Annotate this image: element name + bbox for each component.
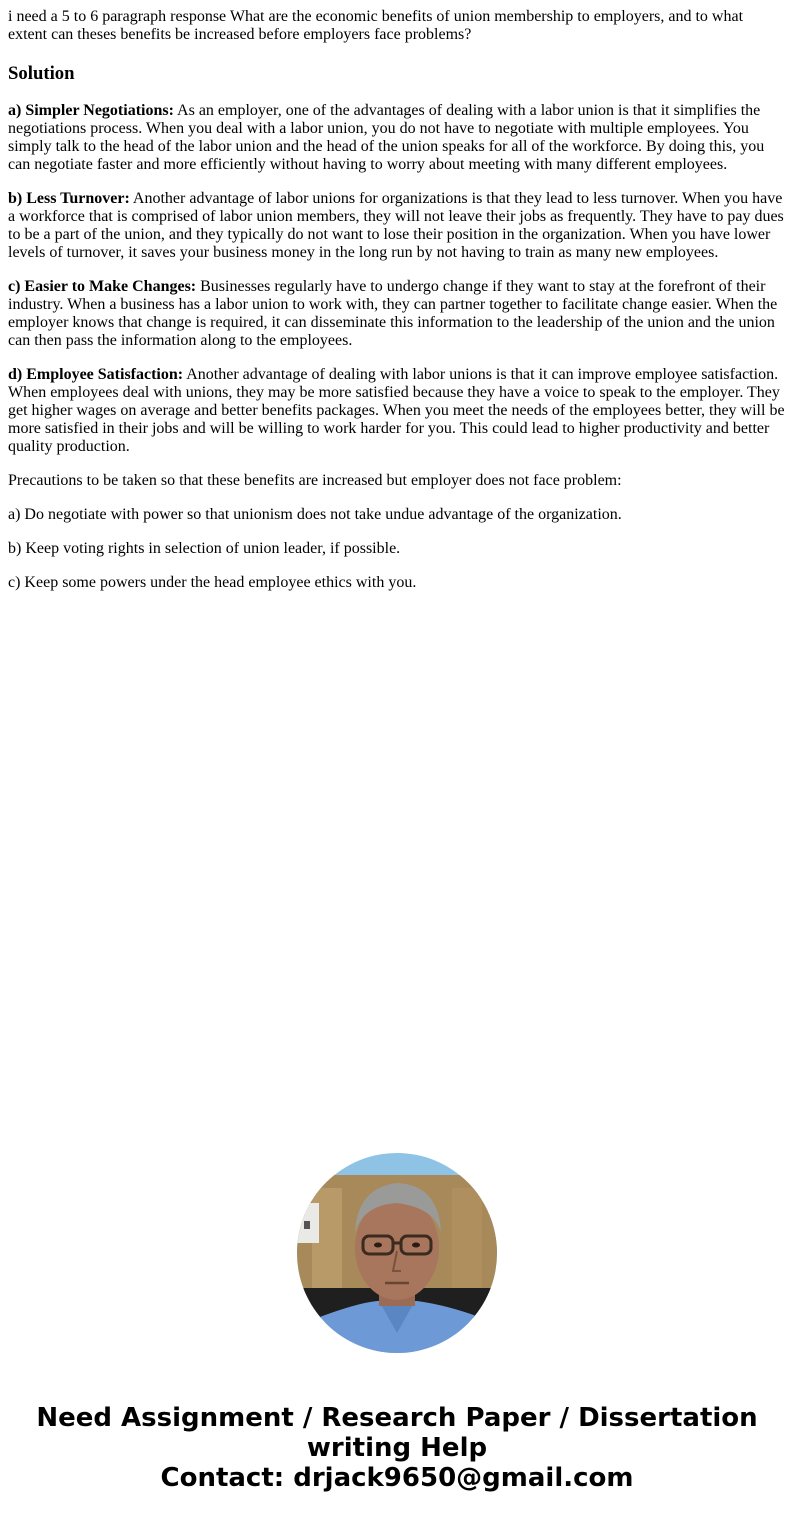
benefit-paragraph (8, 366, 786, 456)
cta-line-1: Need Assignment / Research Paper / Dissertation (36, 1403, 758, 1433)
precaution-item: a) Do negotiate with power so that unionism does not take undue advantage of the organization. (8, 506, 622, 523)
contact-banner (0, 1403, 794, 1493)
benefit-label: b) Less Turnover: (8, 190, 130, 207)
benefit-paragraph (8, 102, 786, 174)
tutor-portrait-icon (297, 1153, 497, 1353)
precaution-item: c) Keep some powers under the head employee ethics with you. (8, 574, 417, 591)
benefit-label: a) Simpler Negotiations: (8, 102, 174, 119)
solution-heading: Solution (8, 63, 75, 84)
benefit-text: Businesses regularly have to undergo change if they want to stay at the forefront of their industry. When a business has a labor union to work with, they can partner together to facilitate change easier. When the employer knows that change is required, it can disseminate this information to the leadership of the union and the union can then pass the information along to the employees. (8, 278, 778, 349)
benefit-paragraph (8, 190, 786, 262)
benefit-label: d) Employee Satisfaction: (8, 366, 184, 383)
precaution-item: b) Keep voting rights in selection of union leader, if possible. (8, 540, 401, 557)
benefit-text: Another advantage of dealing with labor unions is that it can improve employee satisfaction. When employees deal with unions, they may be more satisfied because they have a voice to speak to the employer. They get higher wages on average and better benefits packages. When you meet the needs of the employees better, they will be more satisfied in their jobs and will be willing to work harder for you. This could lead to higher productivity and better quality production. (8, 366, 785, 455)
question-text: i need a 5 to 6 paragraph response What are the economic benefits of union membership to employers, and to what extent can theses benefits be increased before employers face problems? (8, 8, 744, 43)
benefit-text: Another advantage of labor unions for organizations is that they lead to less turnover. When you have a workforce that is comprised of labor union members, they will not leave their jobs as frequently. They have to pay dues to be a part of the union, and they typically do not want to lose their position in the organization. When you have lower levels of turnover, it saves your business money in the long run by not having to train as many new employees. (8, 190, 784, 261)
document-body (8, 8, 786, 608)
avatar (297, 1153, 497, 1353)
benefit-text: As an employer, one of the advantages of dealing with a labor union is that it simplifies the negotiations process. When you deal with a labor union, you do not have to negotiate with multiple employees. You simply talk to the head of the labor union and the head of the union speaks for all of the workforce. By doing this, you can negotiate faster and more efficiently without having to worry about meeting with many different employees. (8, 102, 765, 173)
benefit-paragraph (8, 278, 786, 350)
precautions-intro: Precautions to be taken so that these benefits are increased but employer does not face problem: (8, 472, 622, 489)
cta-contact-line: Contact: drjack9650@gmail.com (160, 1463, 634, 1493)
benefit-label: c) Easier to Make Changes: (8, 278, 197, 295)
cta-line-2: writing Help (306, 1433, 488, 1463)
